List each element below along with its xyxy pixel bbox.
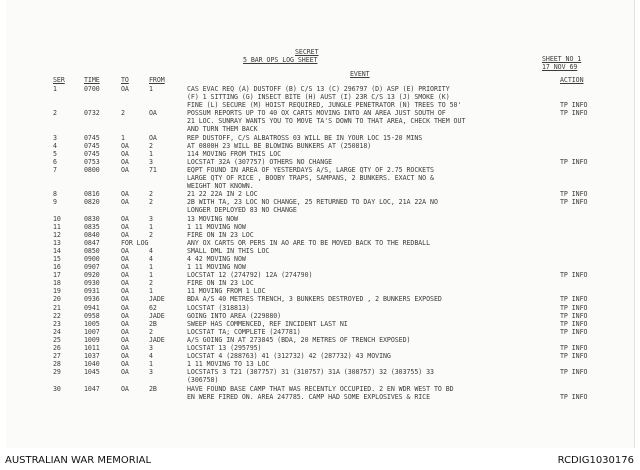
log-entry-row (50, 231, 636, 239)
entry-to: OA (121, 190, 129, 199)
entry-action: TP INFO (560, 311, 588, 320)
entry-event-line: SMALL DML IN THIS LOC (187, 246, 270, 255)
entry-from: 1 (149, 271, 153, 280)
entry-from: 3 (149, 368, 153, 377)
entry-serial: 7 (53, 165, 57, 174)
entry-to: OA (121, 222, 129, 231)
entry-to: OA (121, 352, 129, 361)
entry-event-line: 2B WITH TA, 23 LOC NO CHANGE, 25 RETURNED TO DAY LOC, 21A 22A NO (187, 198, 438, 207)
entry-time: 0816 (84, 190, 100, 199)
entry-event-line: SWEEP HAS COMMENCED, REF INCIDENT LAST NI (187, 319, 348, 328)
header-from: FROM (149, 76, 165, 84)
log-entry-row (50, 198, 636, 214)
header-action: ACTION (560, 76, 584, 84)
entry-serial: 14 (53, 246, 61, 255)
entry-to: OA (121, 303, 129, 312)
entry-event-line: WEIGHT NOT KNOWN. (187, 182, 254, 191)
entry-event-line: 1 11 MOVING NOW (187, 263, 246, 272)
entry-time: 0745 (84, 141, 100, 150)
classification-marking: SECRET (295, 48, 319, 56)
entry-to: OA (121, 214, 129, 223)
log-sheet-page (6, 0, 635, 448)
entry-time: 0920 (84, 271, 100, 280)
entry-from: 1 (149, 360, 153, 369)
entry-time: 0941 (84, 303, 100, 312)
log-entries (50, 85, 636, 401)
entry-serial: 6 (53, 157, 57, 166)
entry-action: TP INFO (560, 352, 588, 361)
entry-from: 2 (149, 198, 153, 207)
entry-time: 0820 (84, 198, 100, 207)
archive-name: AUSTRALIAN WAR MEMORIAL (5, 455, 152, 466)
log-entry-row (50, 295, 636, 303)
entry-to: OA (121, 271, 129, 280)
entry-to: OA (121, 255, 129, 264)
entry-action: TP INFO (560, 368, 588, 377)
log-entry-row (50, 304, 636, 312)
entry-time: 0907 (84, 263, 100, 272)
entry-to: OA (121, 85, 129, 93)
entry-time: 1045 (84, 368, 100, 377)
log-entry-row (50, 109, 636, 133)
entry-event-line: EQPT FOUND IN AREA OF YESTERDAYS A/S, LARGE QTY OF 2.75 ROCKETS (187, 165, 434, 174)
entry-from: 62 (149, 303, 157, 312)
entry-action: TP INFO (560, 190, 588, 199)
entry-to: OA (121, 165, 129, 174)
entry-to: OA (121, 335, 129, 344)
entry-from: OA (149, 109, 157, 118)
entry-time: 1037 (84, 352, 100, 361)
log-entry-row (50, 271, 636, 279)
column-headers (50, 70, 636, 85)
entry-event-line: FIRE ON IN 23 LOC (187, 230, 254, 239)
entry-event-line: REP DUSTOFF, C/S ALBATROSS 03 WILL BE IN YOUR LOC 15-20 MINS (187, 133, 423, 142)
entry-from: JADE (149, 295, 165, 304)
entry-time: 0835 (84, 222, 100, 231)
entry-from: 2 (149, 190, 153, 199)
entry-to: OA (121, 141, 129, 150)
entry-time: 0958 (84, 311, 100, 320)
entry-serial: 16 (53, 263, 61, 272)
entry-action: TP INFO (560, 109, 588, 118)
entry-time: 0700 (84, 85, 100, 93)
log-entry-row (50, 320, 636, 328)
entry-time: 0936 (84, 295, 100, 304)
entry-event-line: LOCSTAT (318813) (187, 303, 250, 312)
entry-to: 1 (121, 133, 125, 142)
entry-action: TP INFO (560, 319, 588, 328)
entry-serial: 25 (53, 335, 61, 344)
entry-to: OA (121, 230, 129, 239)
sheet-date: 17 NOV 69 (542, 63, 578, 71)
entry-event-line: LOCSTAT 4 (288763) 41 (312732) 42 (287732) 43 MOVING (187, 352, 391, 361)
entry-action: TP INFO (560, 157, 588, 166)
entry-event-line: A/S GOING IN AT 273845 (BDA, 20 METRES OF TRENCH EXPOSED) (187, 335, 411, 344)
entry-time: 1005 (84, 319, 100, 328)
entry-event-line: CAS EVAC REQ (A) DUSTOFF (B) C/S 13 (C) 296797 (D) ASP (E) PRIORITY (187, 85, 450, 93)
entry-action: TP INFO (560, 101, 588, 110)
entry-to: OA (121, 157, 129, 166)
entry-event-line: LOCSTAT TA; COMPLETE (247781) (187, 327, 301, 336)
entry-from: 3 (149, 344, 153, 353)
entry-time: 1007 (84, 327, 100, 336)
entry-event-line: 1 11 MOVING NOW (187, 222, 246, 231)
entry-event-line: ANY OX CARTS OR PERS IN AO ARE TO BE MOVED BACK TO THE REDBALL (187, 238, 431, 247)
log-entry-row (50, 239, 636, 247)
entry-from: 2 (149, 141, 153, 150)
entry-event-line: LOCSTAT 12 (274792) 12A (274790) (187, 271, 313, 280)
entry-from: JADE (149, 335, 165, 344)
entry-time: 0800 (84, 165, 100, 174)
log-entry-row (50, 344, 636, 352)
log-entry-row (50, 85, 636, 109)
entry-event-line: POSSUM REPORTS UP TO 40 OX CARTS MOVING INTO AN AREA JUST SOUTH OF (187, 109, 446, 118)
entry-to: OA (121, 360, 129, 369)
entry-action: TP INFO (560, 295, 588, 304)
entry-to: OA (121, 295, 129, 304)
entry-time: 1047 (84, 384, 100, 393)
entry-event-line: AND TURN THEM BACK (187, 125, 258, 134)
entry-event-line: (F) 1 SITTING (G) INSECT BITE (H) AUST (I) 23R C/S 13 (J) SMOKE (K) (187, 93, 450, 102)
entry-serial: 29 (53, 368, 61, 377)
sheet-number: SHEET NO 1 (542, 55, 582, 63)
entry-from: 1 (149, 149, 153, 158)
entry-time: 1009 (84, 335, 100, 344)
entry-event-line: (306758) (187, 376, 219, 385)
entry-event-line: AT 0800H 23 WILL BE BLOWING BUNKERS AT (250818) (187, 141, 372, 150)
log-entry-row (50, 247, 636, 255)
entry-serial: 20 (53, 295, 61, 304)
log-entry-row (50, 385, 636, 401)
entry-from: 2 (149, 327, 153, 336)
entry-from: 1 (149, 85, 153, 93)
log-entry-row (50, 287, 636, 295)
entry-serial: 12 (53, 230, 61, 239)
entry-event-line: LOCSTAT 13 (295795) (187, 344, 262, 353)
log-entry-row (50, 166, 636, 190)
entry-to: OA (121, 327, 129, 336)
entry-from: 2B (149, 384, 157, 393)
header-to: TO (121, 76, 129, 84)
entry-event-line: LOCSTAT 32A (307757) OTHERS NO CHANGE (187, 157, 333, 166)
entry-to: OA (121, 319, 129, 328)
entry-from: 4 (149, 352, 153, 361)
entry-time: 1011 (84, 344, 100, 353)
log-entry-row (50, 190, 636, 198)
sheet-title: 5 BAR OPS LOG SHEET (243, 56, 318, 64)
log-entry-row (50, 312, 636, 320)
entry-to: OA (121, 279, 129, 288)
entry-event-line: FIRE ON IN 23 LOC (187, 279, 254, 288)
entry-to: OA (121, 384, 129, 393)
entry-serial: 18 (53, 279, 61, 288)
entry-time: 0830 (84, 214, 100, 223)
entry-time: 0840 (84, 230, 100, 239)
entry-serial: 27 (53, 352, 61, 361)
entry-time: 0931 (84, 287, 100, 296)
entry-serial: 30 (53, 384, 61, 393)
entry-from: 1 (149, 287, 153, 296)
entry-event-line: 13 MOVING NOW (187, 214, 238, 223)
entry-time: 0745 (84, 149, 100, 158)
entry-time: 0745 (84, 133, 100, 142)
entry-from: 2 (149, 279, 153, 288)
entry-event-line: 4 42 MOVING NOW (187, 255, 246, 264)
entry-to: OA (121, 311, 129, 320)
entry-time: 0753 (84, 157, 100, 166)
entry-time: 0900 (84, 255, 100, 264)
log-entry-row (50, 255, 636, 263)
entry-serial: 3 (53, 133, 57, 142)
entry-from: 2 (149, 230, 153, 239)
archive-reference: RCDIG1030176 (557, 455, 634, 466)
log-entry-row (50, 279, 636, 287)
entry-time: 1040 (84, 360, 100, 369)
entry-to: OA (121, 287, 129, 296)
entry-from: 3 (149, 157, 153, 166)
entry-serial: 1 (53, 85, 57, 93)
log-entry-row (50, 360, 636, 368)
entry-from: 3 (149, 214, 153, 223)
entry-action: TP INFO (560, 344, 588, 353)
log-entry-row (50, 328, 636, 336)
log-entry-row (50, 368, 636, 384)
entry-action: TP INFO (560, 327, 588, 336)
entry-event-line: 21 LOC. SUNRAY WANTS YOU TO MOVE TA'S DOWN TO THAT AREA, CHECK THEM OUT (187, 117, 466, 126)
header-time: TIME (84, 76, 100, 84)
entry-serial: 21 (53, 303, 61, 312)
entry-event-line: 1 11 MOVING TO 13 LOC (187, 360, 270, 369)
entry-action: TP INFO (560, 303, 588, 312)
entry-event-line: FINE (L) SECURE (M) HOIST REQUIRED, JUNGLE PENETRATOR (N) TREES TO 50' (187, 101, 462, 110)
entry-from: 1 (149, 222, 153, 231)
entry-to: OA (121, 344, 129, 353)
header-event: EVENT (350, 70, 370, 78)
entry-event-line: LOCSTATS 3 T21 (307757) 31 (310757) 31A (308757) 32 (303755) 33 (187, 368, 434, 377)
entry-serial: 8 (53, 190, 57, 199)
entry-action: TP INFO (560, 198, 588, 207)
entry-from: 2B (149, 319, 157, 328)
log-entry-row (50, 142, 636, 150)
entry-from: 4 (149, 246, 153, 255)
log-entry-row (50, 352, 636, 360)
log-entry-row (50, 263, 636, 271)
entry-to: FOR LOG (121, 238, 149, 247)
entry-to: OA (121, 263, 129, 272)
entry-time: 0847 (84, 238, 100, 247)
entry-time: 0930 (84, 279, 100, 288)
entry-event-line: EN WERE FIRED ON. AREA 247785. CAMP HAD SOME EXPLOSIVES & RICE (187, 392, 431, 401)
entry-time: 0850 (84, 246, 100, 255)
entry-from: 4 (149, 255, 153, 264)
entry-serial: 26 (53, 344, 61, 353)
entry-serial: 4 (53, 141, 57, 150)
entry-serial: 10 (53, 214, 61, 223)
entry-serial: 17 (53, 271, 61, 280)
entry-to: 2 (121, 109, 125, 118)
log-entry-row (50, 223, 636, 231)
log-entry-row (50, 336, 636, 344)
entry-action: TP INFO (560, 392, 588, 401)
entry-serial: 22 (53, 311, 61, 320)
entry-serial: 24 (53, 327, 61, 336)
log-entry-row (50, 134, 636, 142)
entry-serial: 23 (53, 319, 61, 328)
log-entry-row (50, 158, 636, 166)
entry-event-line: GOING INTO AREA (229880) (187, 311, 282, 320)
entry-serial: 11 (53, 222, 61, 231)
header-ser: SER (53, 76, 65, 84)
entry-event-line: 21 22 22A IN 2 LOC (187, 190, 258, 199)
entry-event-line: LONGER DEPLOYED 83 NO CHANGE (187, 206, 297, 215)
archive-footer (0, 452, 640, 470)
log-entry-row (50, 215, 636, 223)
entry-serial: 19 (53, 287, 61, 296)
entry-to: OA (121, 198, 129, 207)
entry-serial: 5 (53, 149, 57, 158)
entry-event-line: LARGE QTY OF RICE , BOOBY TRAPS, SAMPANS, 2 BUNKERS. EXACT NO & (187, 174, 434, 183)
entry-event-line: 11 MOVING FROM 1 LOC (187, 287, 266, 296)
entry-from: 71 (149, 165, 157, 174)
entry-time: 0732 (84, 109, 100, 118)
log-entry-row (50, 150, 636, 158)
entry-serial: 9 (53, 198, 57, 207)
entry-serial: 15 (53, 255, 61, 264)
entry-from: JADE (149, 311, 165, 320)
entry-event-line: BDA A/S 40 METRES TRENCH, 3 BUNKERS DESTROYED , 2 BUNKERS EXPOSED (187, 295, 442, 304)
entry-to: OA (121, 149, 129, 158)
entry-event-line: HAVE FOUND BASE CAMP THAT WAS RECENTLY OCCUPIED. 2 EN WDR WEST TO BD (187, 384, 454, 393)
entry-from: 1 (149, 263, 153, 272)
entry-to: OA (121, 246, 129, 255)
entry-serial: 13 (53, 238, 61, 247)
entry-from: OA (149, 133, 157, 142)
entry-event-line: 114 MOVING FROM THIS LOC (187, 149, 282, 158)
entry-action: TP INFO (560, 271, 588, 280)
entry-serial: 2 (53, 109, 57, 118)
entry-to: OA (121, 368, 129, 377)
entry-serial: 28 (53, 360, 61, 369)
